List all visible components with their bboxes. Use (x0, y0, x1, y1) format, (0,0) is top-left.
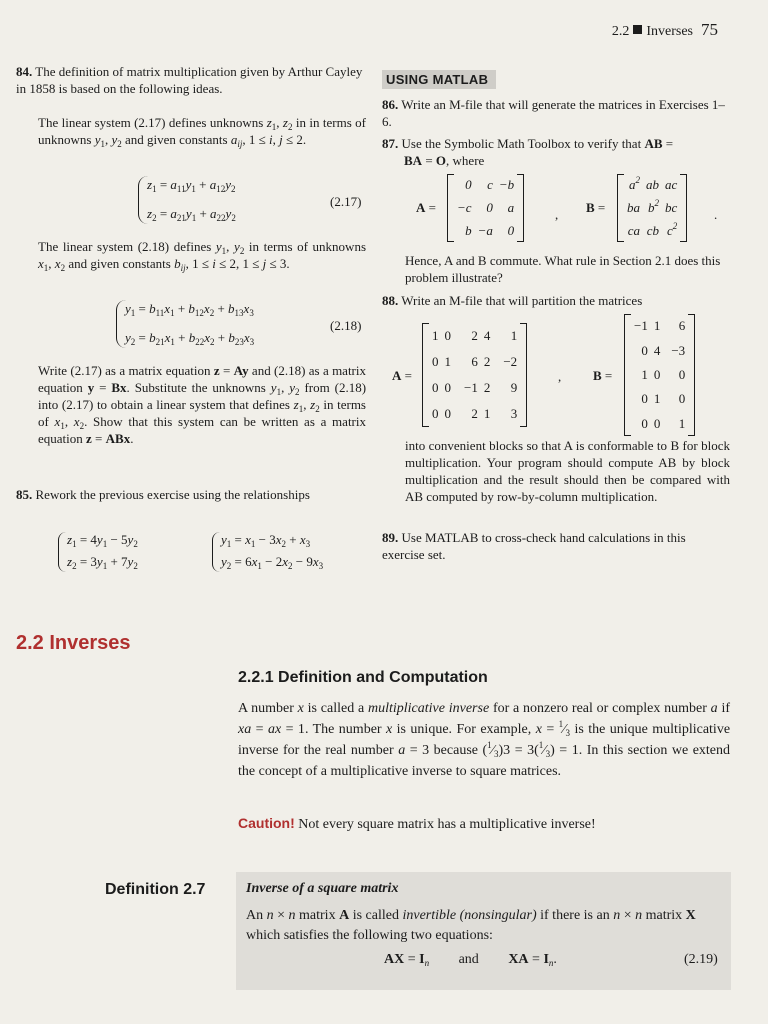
matrix-entry: 0 (444, 380, 451, 395)
matrix-entry: 0 (432, 406, 439, 421)
running-head (612, 20, 718, 40)
exercise-85: 85. Rework the previous exercise using the relationships (16, 487, 310, 502)
matrix-entry: 0 (444, 328, 451, 343)
page-number: 75 (701, 20, 718, 39)
equation-number: (2.17) (330, 194, 362, 209)
matrix-a-88 (422, 323, 527, 427)
matrix-entry: −1 (634, 318, 648, 334)
exercise-text: The definition of matrix multiplication given by Arthur Cayley in 1858 is based on the following ideas. (16, 64, 363, 96)
matrix-entry: 9 (510, 380, 518, 395)
exercise-84-p2: The linear system (2.18) defines $y_1$, $y_2$ in terms of unknowns $x_1$, $x_2$ and given constants $b_{ij}$, 1 ≤ i ≤ 2, 1 ≤ j ≤ 3. (38, 239, 367, 273)
definition-equations: AX = $I_n$ and XA = $I_n$. (384, 952, 557, 968)
matrix-label-b: B = (586, 200, 606, 215)
matrix-entry: 6 (471, 354, 478, 369)
matrix-entry: 0 (653, 366, 661, 382)
matrix-entry: 1 (432, 328, 439, 343)
system-85-left: $z_1 = 4y_1 - 5y_2$ $z_2 = 3y_1 + 7y_2$ (58, 532, 138, 572)
matrix-entry: 0 (641, 415, 648, 431)
matrix-entry: 6 (678, 318, 686, 334)
exercise-84-intro (16, 63, 366, 97)
section-title: 2.2 Inverses (16, 632, 131, 654)
matrix-a-87: 0 −c b c 0 −a −b a 0 (447, 174, 524, 242)
matrix-entry: 2 (483, 380, 491, 395)
matrix-entry: 4 (483, 328, 491, 343)
system-85-right: $y_1 = x_1 - 3x_2 + x_3$ $y_2 = 6x_1 - 2x_2 - 9x_3$ (212, 532, 323, 572)
matrix-entry: 2 (471, 328, 478, 343)
matrix-b-88 (624, 314, 695, 436)
exercise-88: 88. Write an M-file that will partition the matrices (382, 293, 643, 308)
exercise-87: 87. Use the Symbolic Math Toolbox to verify that AB = BA = O, where (382, 136, 674, 168)
exercise-87-after: Hence, A and B commute. What rule in Section 2.1 does this problem illustrate? (405, 253, 721, 285)
definition-title: Inverse of a square matrix (246, 881, 399, 896)
matrix-entry: 2 (483, 354, 491, 369)
matrix-entry: 0 (432, 380, 439, 395)
section-number: 2.2 (611, 24, 630, 39)
matrix-entry: 1 (641, 366, 648, 382)
caution-text: Not every square matrix has a multiplicative inverse! (298, 817, 596, 832)
exercise-88-after: into convenient blocks so that A is conformable to B for block multiplication. Your program should compute AB by block multiplication and the result should then be compared with AB computed by row-by-column multiplication. (405, 438, 730, 504)
matrix-entry: 3 (510, 406, 518, 421)
matrix-entry: −2 (503, 354, 518, 369)
matrix-entry: 0 (678, 366, 686, 382)
matrix-b-87: $a^2$ ba ca ab $b^2$ cb ac bc $c^2$ (617, 174, 687, 242)
definition-text: An n × n matrix A is called invertible (nonsingular) if there is an n × n matrix X which satisfies the following two equations: (246, 908, 696, 943)
system-2-17: $z_1 = a_{11}y_1 + a_{12}y_2$ $z_2 = a_{21}y_1 + a_{22}y_2$ (138, 176, 236, 224)
matrix-entry: 1 (510, 328, 518, 343)
matrix-entry: 2 (471, 406, 478, 421)
matrix-entry: 0 (432, 354, 439, 369)
matrix-entry: 0 (678, 391, 686, 407)
running-title: Inverses (646, 24, 693, 39)
matrix-entry: 0 (641, 391, 648, 407)
matrix-entry: −1 (464, 380, 478, 395)
matrix-entry: 0 (641, 342, 648, 358)
equation-number: (2.19) (684, 952, 718, 967)
matrix-label-a: A = (416, 200, 436, 215)
definition-label: Definition 2.7 (105, 881, 206, 898)
equation-number: (2.18) (330, 318, 362, 333)
exercise-86: 86. Write an M-file that will generate the matrices in Exercises 1–6. (382, 97, 725, 129)
body-paragraph: A number x is called a multiplicative inverse for a nonzero real or complex number a if xa = ax = 1. The number x is unique. For example, $x = ^1⁄_3$ is the unique multiplicative inverse for the real number a = 3 because $(^1⁄_3)3$ = $3(^1⁄_3) = 1$. In this section we extend the concept of a multiplicative inverse to square matrices. (238, 701, 731, 779)
caution-line (238, 815, 596, 833)
matrix-entry: −3 (671, 342, 686, 358)
exercise-89: 89. Use MATLAB to cross-check hand calculations in this exercise set. (382, 530, 686, 562)
matrix-entry: 1 (483, 406, 491, 421)
matrix-entry: 1 (653, 391, 661, 407)
matrix-label-b: B = (593, 368, 613, 383)
matrix-label-a: A = (392, 368, 412, 383)
square-bullet-icon (633, 25, 642, 34)
using-matlab-badge: USING MATLAB (382, 70, 496, 89)
exercise-number: 84. (16, 64, 33, 79)
matrix-entry: 0 (653, 415, 661, 431)
matrix-entry: 1 (678, 415, 686, 431)
matrix-entry: 0 (444, 406, 451, 421)
caution-label: Caution! (238, 815, 295, 831)
exercise-84-p1: The linear system (2.17) defines unknowns $z_1$, $z_2$ in in terms of unknowns $y_1$, $y_2$ and given constants $a_{ij}$, 1 ≤ i, j ≤ 2. (38, 115, 367, 149)
exercise-84-p3: Write (2.17) as a matrix equation z = Ay and (2.18) as a matrix equation y = Bx. Substitute the unknowns $y_1$, $y_2$ from (2.18) into (2.17) to obtain a linear system that defines $z_1$, $z_2$ in terms of $x_1$, $x_2$. Show that this system can be written as a matrix equation z = ABx. (38, 363, 367, 446)
matrix-entry: 1 (444, 354, 451, 369)
subsection-title: 2.2.1 Definition and Computation (238, 669, 488, 686)
system-2-18: $y_1 = b_{11}x_1 + b_{12}x_2 + b_{13}x_3$ $y_2 = b_{21}x_1 + b_{22}x_2 + b_{23}x_3$ (116, 300, 254, 348)
matrix-entry: 1 (653, 318, 661, 334)
matrix-entry: 4 (653, 342, 661, 358)
